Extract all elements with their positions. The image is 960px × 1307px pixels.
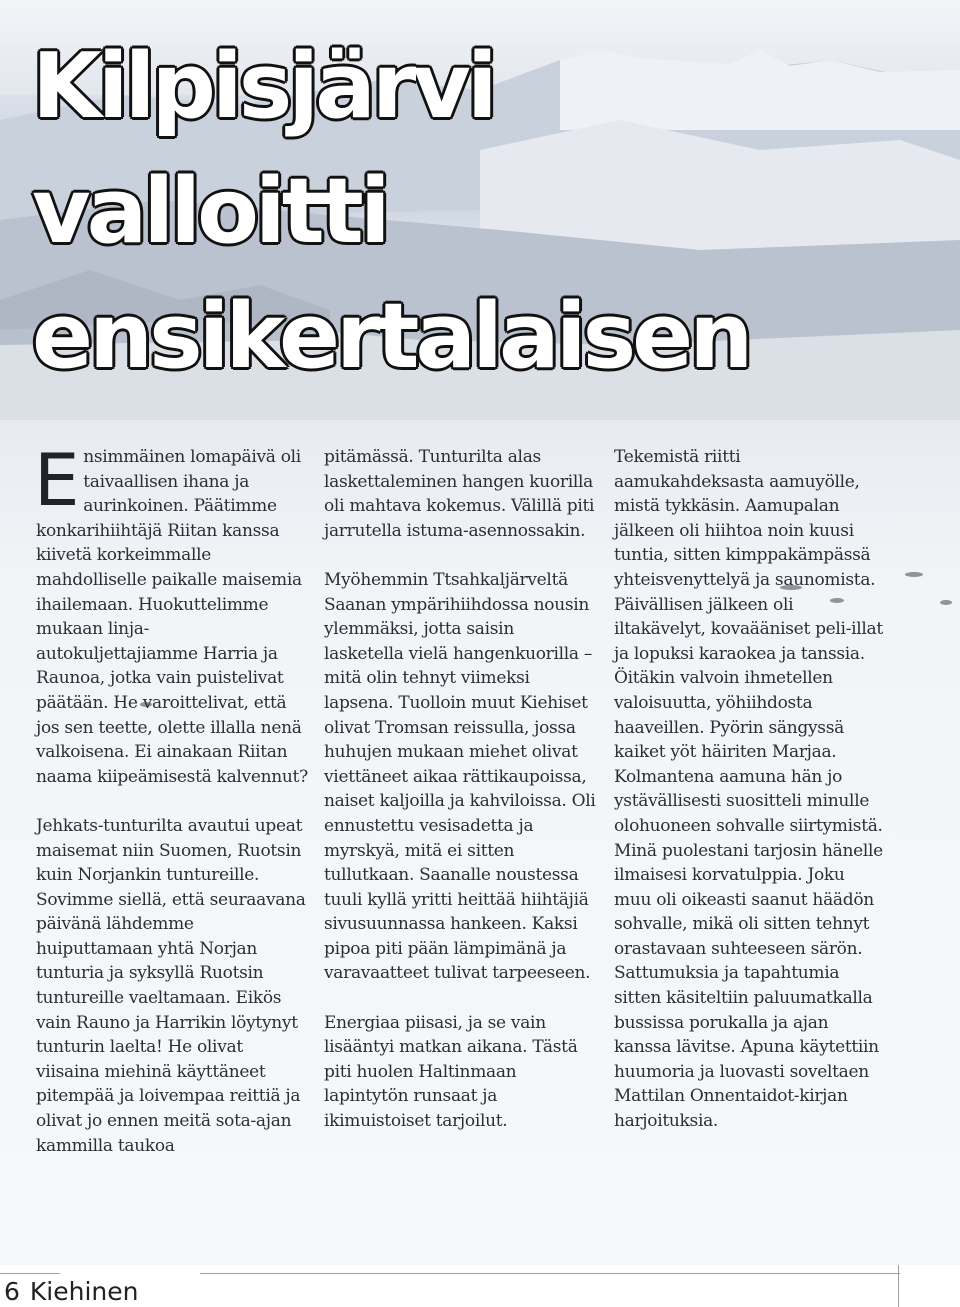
drop-cap: E xyxy=(34,438,80,522)
rock xyxy=(905,572,923,577)
footer-divider xyxy=(898,1265,899,1307)
page-footer xyxy=(0,1265,960,1307)
rock xyxy=(940,600,952,605)
article-column-1 xyxy=(34,438,308,1158)
article-column-3 xyxy=(614,445,886,1134)
page-label xyxy=(4,1277,139,1306)
footer-rule xyxy=(200,1273,900,1274)
paragraph: Tekemistä riitti aamukahdeksasta aamuyölle, mistä tykkäsin. Aamupalan jälkeen oli hiihtoa noin kuusi tuntia, sitten kimppakämpässä yhteisvenyttelyä ja saunomista. Päivällisen jälkeen oli iltakävelyt, kovaääniset peli-illat ja lopuksi karaokea ja tanssia. Öitäkin valvoin ihmetellen valoisuutta, yöhiihdosta haaveillen. Pyörin sängyssä kaiket yöt häiriten Marjaa. Kolmantena aamuna hän jo ystävällisesti suositteli minulle olohuoneen sohvalle siirtymistä. Minä puolestani tarjosin hänelle ilmaisesi korvatulppia. Joku muu oli oikeasti saanut häädön sohvalle, mikä oli sitten tehnyt orastavaan suhteeseen särön. Sattumuksia ja tapahtumia sitten käsiteltiin paluumatkalla bussissa porukalla ja ajan kanssa lävitse. Apuna käytettiin huumoria ja luovasti soveltaen Mattilan Onnentaidot-kirjan harjoituksia. xyxy=(614,447,883,1132)
title-line: valloitti xyxy=(32,159,387,264)
paragraph: Energiaa piisasi, ja se vain lisääntyi matkan aikana. Tästä piti huolen Haltinmaan lapintytön runsaat ja ikimuistoiset tarjoilut. xyxy=(324,1012,578,1132)
title-line: Kilpisjärvi xyxy=(32,34,494,139)
paragraph xyxy=(34,438,308,789)
publication-name: Kiehinen xyxy=(29,1277,139,1306)
footer-rule xyxy=(0,1273,60,1274)
paragraph-text: nsimmäinen lomapäivä oli taivaallisen ihana ja aurinkoinen. Päätimme konkarihiihtäjä Riitan kanssa kiivetä korkeimmalle mahdolliselle paikalle maisemia ihailemaan. Huokuttelimme mukaan linja-autokuljettajiamme Harria ja Raunoa, jotka vain puistelivat päätään. He varoittelivat, että jos sen teette, olette illalla nenä valkoisena. Ei ainakaan Riitan naama kiipeämisestä kalvennut? xyxy=(36,447,308,787)
paragraph: pitämässä. Tunturilta alas laskettaleminen hangen kuorilla oli mahtava kokemus. Välillä piti jarrutella istuma-asennossakin. xyxy=(324,447,595,541)
article-column-2 xyxy=(324,445,596,1134)
paragraph: Myöhemmin Ttsahkaljärveltä Saanan ympärihiihdossa nousin ylemmäksi, jotta saisin lasketella vielä hangenkuorilla – mitä olin tehnyt viimeksi lapsena. Tuolloin muut Kiehiset olivat Tromsan reissulla, jossa huhujen mukaan miehet olivat viettäneet aikaa rättikaupoissa, naiset kaljoilla ja kahviloissa. Oli ennustettu vesisadetta ja myrskyä, mitä ei sitten tullutkaan. Saanalle noustessa tuuli kyllä yritti heittää hiihtäjiä sivusuunnassa hankeen. Kaksi pipoa piti pään lämpimänä ja varavaatteet tulivat tarpeeseen. xyxy=(324,569,596,984)
title-line: ensikertalaisen xyxy=(32,284,750,389)
page-number: 6 xyxy=(4,1277,20,1306)
paragraph: Jehkats-tunturilta avautui upeat maisemat niin Suomen, Ruotsin kuin Norjankin tuntureille. Sovimme siellä, että seuraavana päivänä lähdemme huiputtamaan yhtä Norjan tunturia ja syksyllä Ruotsin tuntureille vaeltamaan. Eikös vain Rauno ja Harrikin löytynyt tunturin laelta! He olivat viisaina miehinä käyttäneet pitempää ja loivempaa reittiä ja olivat jo ennen meitä sota-ajan kammilla taukoa xyxy=(36,815,306,1156)
article-title xyxy=(32,24,749,399)
